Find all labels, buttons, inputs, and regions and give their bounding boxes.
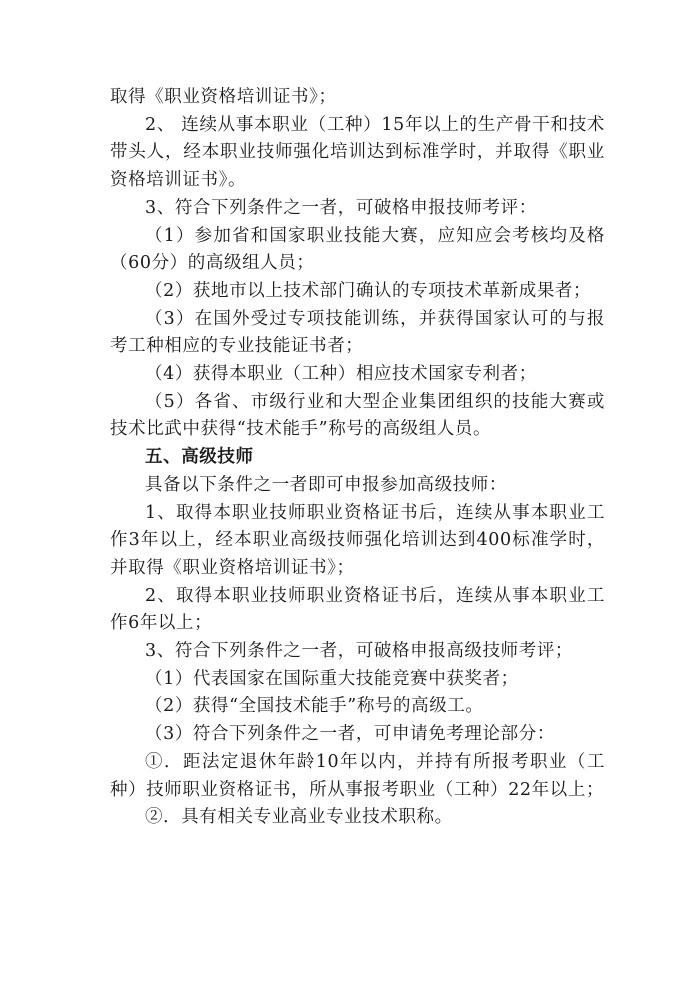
paragraph-item-2: 2、 连续从事本职业（工种）15年以上的生产骨干和技术带头人，经本职业技师强化培训达到标准学时，并取得《职业资格培训证书》。 (110, 114, 605, 191)
paragraph-circled-1: ①．距法定退休年龄10年以内，并持有所报考职业（工种）技师职业资格证书，所从事报考职业（工种）22年以上； (110, 751, 605, 800)
paragraph-senior-item-2: 2、取得本职业技师职业资格证书后，连续从事本职业工作6年以上； (110, 585, 605, 634)
paragraph-sub-4: （4）获得本职业（工种）相应技术国家专利者； (145, 364, 537, 385)
paragraph-sub-1: （1）参加省和国家职业技能大赛，应知应会考核均及格（60分）的高级组人员； (110, 225, 605, 274)
section-heading: 五、高级技师 (145, 447, 254, 468)
paragraph-sub-3: （3）在国外受过专项技能训练，并获得国家认可的与报考工种相应的专业技能证书者； (110, 308, 605, 357)
paragraph-senior-sub-2: （2）获得“全国技术能手”称号的高级工。 (145, 696, 484, 717)
paragraph-intro: 具备以下条件之一者即可申报参加高级技师： (145, 474, 507, 495)
paragraph-item-3: 3、符合下列条件之一者，可破格申报技师考评： (145, 197, 537, 218)
paragraph-sub-5: （5）各省、市级行业和大型企业集团组织的技能大赛或技术比武中获得“技术能手”称号的高级组人员。 (110, 391, 605, 440)
paragraph-continuation: 取得《职业资格培训证书》； (110, 87, 337, 107)
paragraph-senior-sub-1: （1）代表国家在国际重大技能竞赛中获奖者； (145, 668, 519, 689)
paragraph-senior-item-1: 1、取得本职业技师职业资格证书后，连续从事本职业工作3年以上，经本职业高级技师强化培训达到400标准学时，并取得《职业资格培训证书》； (110, 502, 605, 578)
paragraph-senior-sub-3: （3）符合下列条件之一者，可申请免考理论部分： (145, 724, 555, 745)
document-body (110, 84, 605, 832)
paragraph-senior-item-3: 3、符合下列条件之一者，可破格申报高级技师考评； (145, 641, 574, 662)
paragraph-circled-2: ②．具有相关专业高业专业技术职称。 (145, 807, 453, 828)
paragraph-sub-2: （2）获地市以上技术部门确认的专项技术革新成果者； (145, 280, 592, 301)
